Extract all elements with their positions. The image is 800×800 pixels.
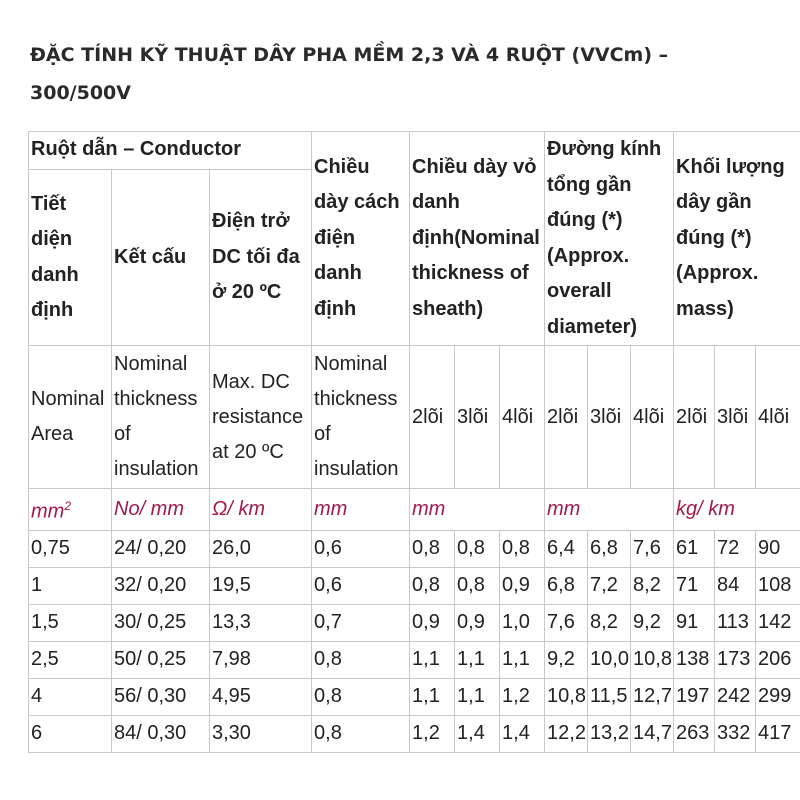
table-cell: 0,8 — [312, 641, 410, 678]
page-title: ĐẶC TÍNH KỸ THUẬT DÂY PHA MỀM 2,3 VÀ 4 RUỘT (VVCm) – 300/500V — [30, 44, 669, 104]
table-cell: 12,7 — [631, 678, 674, 715]
header-resistance: Điện trở DC tối đa ở 20 ºC — [210, 170, 312, 346]
table-cell: 332 — [715, 715, 756, 752]
table-cell: 6,8 — [545, 567, 588, 604]
table-cell: 173 — [715, 641, 756, 678]
table-cell: 0,8 — [500, 530, 545, 567]
table-cell: 0,7 — [312, 604, 410, 641]
table-cell: 10,0 — [588, 641, 631, 678]
table-cell: 13,2 — [588, 715, 631, 752]
table-cell: 9,2 — [631, 604, 674, 641]
subheader-core: 2lõi — [545, 346, 588, 489]
table-cell: 9,2 — [545, 641, 588, 678]
table-row — [29, 715, 800, 752]
table-cell: 0,8 — [312, 715, 410, 752]
table-cell: 263 — [674, 715, 715, 752]
header-sheath: Chiều dày vỏ danh định(Nominal thickness of sheath) — [410, 132, 545, 346]
unit-resistance: Ω/ km — [210, 489, 312, 531]
table-cell: 1,1 — [410, 641, 455, 678]
table-cell: 299 — [756, 678, 800, 715]
subheader-structure: Nominal thickness of insulation — [112, 346, 210, 489]
header-diameter: Đường kính tổng gần đúng (*) (Approx. overall diameter) — [545, 132, 674, 346]
subheader-resistance: Max. DC resistance at 20 ºC — [210, 346, 312, 489]
table-cell: 1,1 — [455, 678, 500, 715]
table-row — [29, 678, 800, 715]
table-cell: 4 — [29, 678, 112, 715]
table-cell: 0,8 — [312, 678, 410, 715]
subheader-core: 2lõi — [674, 346, 715, 489]
header-area: Tiết diện danh định — [29, 170, 112, 346]
data-rows — [29, 530, 800, 752]
table-cell: 2,5 — [29, 641, 112, 678]
spec-table — [28, 131, 800, 753]
subheader-core: 4lõi — [631, 346, 674, 489]
table-cell: 14,7 — [631, 715, 674, 752]
subheader-core: 4lõi — [756, 346, 800, 489]
unit-insulation: mm — [312, 489, 410, 531]
table-cell: 1,2 — [500, 678, 545, 715]
table-cell: 30/ 0,25 — [112, 604, 210, 641]
table-cell: 0,9 — [410, 604, 455, 641]
table-cell: 50/ 0,25 — [112, 641, 210, 678]
table-cell: 26,0 — [210, 530, 312, 567]
subheader-core: 3lõi — [715, 346, 756, 489]
table-cell: 90 — [756, 530, 800, 567]
table-cell: 8,2 — [631, 567, 674, 604]
header-structure: Kết cấu — [112, 170, 210, 346]
table-cell: 6 — [29, 715, 112, 752]
table-cell: 7,2 — [588, 567, 631, 604]
table-cell: 108 — [756, 567, 800, 604]
table-cell: 0,75 — [29, 530, 112, 567]
table-cell: 71 — [674, 567, 715, 604]
table-cell: 0,6 — [312, 567, 410, 604]
unit-mass: kg/ km — [674, 489, 800, 531]
table-cell: 10,8 — [545, 678, 588, 715]
table-cell: 61 — [674, 530, 715, 567]
table-cell: 0,8 — [410, 530, 455, 567]
table-cell: 11,5 — [588, 678, 631, 715]
header-insulation: Chiều dày cách điện danh định — [312, 132, 410, 346]
table-cell: 8,2 — [588, 604, 631, 641]
subheader-insulation: Nominal thickness of insulation — [312, 346, 410, 489]
table-cell: 206 — [756, 641, 800, 678]
table-cell: 0,9 — [455, 604, 500, 641]
subheader-core: 3lõi — [455, 346, 500, 489]
table-cell: 7,6 — [545, 604, 588, 641]
table-cell: 91 — [674, 604, 715, 641]
table-row — [29, 567, 800, 604]
table-cell: 1,0 — [500, 604, 545, 641]
table-cell: 6,8 — [588, 530, 631, 567]
table-cell: 1,4 — [500, 715, 545, 752]
table-row — [29, 604, 800, 641]
table-row — [29, 530, 800, 567]
table-cell: 7,98 — [210, 641, 312, 678]
table-cell: 10,8 — [631, 641, 674, 678]
table-cell: 84/ 0,30 — [112, 715, 210, 752]
table-cell: 24/ 0,20 — [112, 530, 210, 567]
unit-sheath: mm — [410, 489, 545, 531]
table-cell: 142 — [756, 604, 800, 641]
unit-area: $mm^2$ — [29, 489, 112, 531]
table-cell: 3,30 — [210, 715, 312, 752]
table-cell: 32/ 0,20 — [112, 567, 210, 604]
table-cell: 0,6 — [312, 530, 410, 567]
table-cell: 1,5 — [29, 604, 112, 641]
table-cell: 0,8 — [455, 530, 500, 567]
table-cell: 6,4 — [545, 530, 588, 567]
table-cell: 0,9 — [500, 567, 545, 604]
subheader-area: Nominal Area — [29, 346, 112, 489]
table-cell: 1 — [29, 567, 112, 604]
table-cell: 242 — [715, 678, 756, 715]
table-cell: 19,5 — [210, 567, 312, 604]
unit-diameter: mm — [545, 489, 674, 531]
table-cell: 0,8 — [455, 567, 500, 604]
subheader-core: 3lõi — [588, 346, 631, 489]
table-cell: 1,4 — [455, 715, 500, 752]
header-mass: Khối lượng dây gần đúng (*) (Approx. mass) — [674, 132, 800, 346]
table-cell: 12,2 — [545, 715, 588, 752]
table-cell: 4,95 — [210, 678, 312, 715]
table-cell: 138 — [674, 641, 715, 678]
table-cell: 72 — [715, 530, 756, 567]
table-cell: 113 — [715, 604, 756, 641]
unit-structure: No/ mm — [112, 489, 210, 531]
table-cell: 1,1 — [410, 678, 455, 715]
table-cell: 1,1 — [500, 641, 545, 678]
subheader-core: 2lõi — [410, 346, 455, 489]
table-row — [29, 641, 800, 678]
table-cell: 417 — [756, 715, 800, 752]
table-cell: 7,6 — [631, 530, 674, 567]
table-cell: 84 — [715, 567, 756, 604]
table-cell: 13,3 — [210, 604, 312, 641]
table-cell: 1,1 — [455, 641, 500, 678]
table-cell: 56/ 0,30 — [112, 678, 210, 715]
subheader-core: 4lõi — [500, 346, 545, 489]
table-cell: 197 — [674, 678, 715, 715]
table-cell: 0,8 — [410, 567, 455, 604]
table-cell: 1,2 — [410, 715, 455, 752]
header-conductor: Ruột dẫn – Conductor — [29, 132, 312, 170]
